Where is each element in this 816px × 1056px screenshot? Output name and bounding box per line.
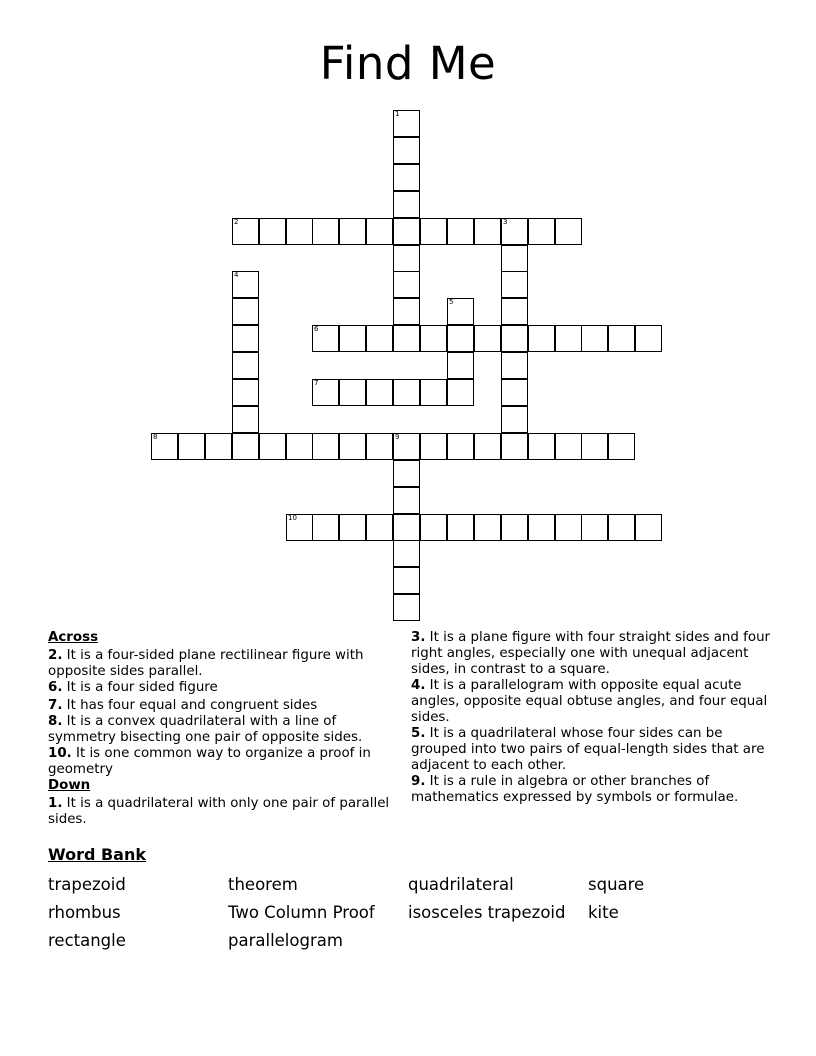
grid-cell[interactable] [339, 218, 366, 245]
grid-cell[interactable] [312, 218, 339, 245]
grid-cell[interactable] [420, 325, 447, 352]
grid-cell[interactable] [393, 298, 420, 325]
grid-cell[interactable] [608, 325, 635, 352]
grid-cell[interactable] [286, 514, 313, 541]
clue-down-9 [411, 774, 773, 806]
grid-cell[interactable] [501, 271, 528, 298]
clue-down-5 [411, 726, 773, 774]
clue-text: It is a four-sided plane rectilinear figure with opposite sides parallel. [48, 648, 364, 679]
grid-cell[interactable] [393, 540, 420, 567]
grid-cell[interactable] [393, 245, 420, 272]
grid-cell[interactable] [151, 433, 178, 460]
grid-cell[interactable] [635, 514, 662, 541]
cell-number: 1 [395, 110, 400, 118]
clue-number: 3. [411, 630, 426, 645]
grid-cell[interactable] [393, 137, 420, 164]
grid-cell[interactable] [232, 271, 259, 298]
grid-cell[interactable] [447, 325, 474, 352]
grid-cell[interactable] [555, 514, 582, 541]
grid-cell[interactable] [608, 433, 635, 460]
grid-cell[interactable] [555, 218, 582, 245]
grid-cell[interactable] [232, 298, 259, 325]
clues-right-column [411, 630, 773, 806]
grid-cell[interactable] [581, 433, 608, 460]
word-bank-item: Two Column Proof [228, 903, 375, 922]
grid-cell[interactable] [474, 218, 501, 245]
clues-left-column [48, 630, 404, 828]
word-bank-item: quadrilateral [408, 875, 514, 894]
clue-number: 4. [411, 678, 426, 693]
clue-down-3 [411, 630, 773, 678]
cell-number: 3 [503, 218, 508, 226]
grid-cell[interactable] [286, 218, 313, 245]
clue-number: 9. [411, 774, 426, 789]
clue-number: 10. [48, 746, 72, 761]
grid-cell[interactable] [447, 352, 474, 379]
clue-across-6 [48, 680, 404, 696]
word-bank-item: trapezoid [48, 875, 126, 894]
word-bank-item: theorem [228, 875, 298, 894]
grid-cell[interactable] [635, 325, 662, 352]
grid-cell[interactable] [474, 325, 501, 352]
grid-cell[interactable] [205, 433, 232, 460]
word-bank-item: rhombus [48, 903, 121, 922]
page-title: Find Me [319, 37, 497, 90]
grid-cell[interactable] [232, 352, 259, 379]
grid-cell[interactable] [339, 514, 366, 541]
grid-cell[interactable] [501, 406, 528, 433]
across-heading: Across [48, 630, 99, 645]
clue-number: 5. [411, 726, 426, 741]
grid-cell[interactable] [581, 514, 608, 541]
clue-text: It is a plane figure with four straight sides and four right angles, especially one with unequal adjacent sides, in contrast to a square. [411, 630, 771, 677]
clue-text: It is a quadrilateral with only one pair of parallel sides. [48, 796, 390, 827]
grid-cell[interactable] [232, 406, 259, 433]
grid-cell[interactable] [259, 433, 286, 460]
cell-number: 2 [234, 218, 239, 226]
grid-cell[interactable] [393, 191, 420, 218]
grid-cell[interactable] [393, 325, 420, 352]
grid-cell[interactable] [555, 325, 582, 352]
grid-cell[interactable] [447, 218, 474, 245]
word-bank-item: isosceles trapezoid [408, 903, 566, 922]
grid-cell[interactable] [286, 433, 313, 460]
clue-text: It is a convex quadrilateral with a line of symmetry bisecting one pair of opposite sides. [48, 714, 363, 745]
grid-cell[interactable] [393, 271, 420, 298]
clue-text: It is a rule in algebra or other branches of mathematics expressed by symbols or formulae. [411, 774, 739, 805]
cell-number: 4 [234, 271, 239, 279]
clue-across-2 [48, 648, 404, 680]
cell-number: 8 [153, 433, 158, 441]
down-heading: Down [48, 778, 91, 793]
grid-cell[interactable] [393, 594, 420, 621]
clue-across-10 [48, 746, 404, 778]
grid-cell[interactable] [339, 379, 366, 406]
grid-cell[interactable] [447, 514, 474, 541]
word-bank-item: parallelogram [228, 931, 343, 950]
grid-cell[interactable] [501, 352, 528, 379]
grid-cell[interactable] [232, 218, 259, 245]
grid-cell[interactable] [447, 379, 474, 406]
grid-cell[interactable] [528, 514, 555, 541]
word-bank-item: rectangle [48, 931, 126, 950]
clue-text: It is a parallelogram with opposite equal acute angles, opposite equal obtuse angles, and four equal sides. [411, 678, 768, 725]
clue-number: 6. [48, 680, 63, 695]
grid-cell[interactable] [581, 325, 608, 352]
clue-number: 7. [48, 698, 63, 713]
grid-cell[interactable] [312, 514, 339, 541]
grid-cell[interactable] [393, 379, 420, 406]
grid-cell[interactable] [232, 379, 259, 406]
clue-text: It is one common way to organize a proof in geometry [48, 746, 371, 777]
grid-cell[interactable] [339, 325, 366, 352]
grid-cell[interactable] [178, 433, 205, 460]
grid-cell[interactable] [501, 298, 528, 325]
grid-cell[interactable] [366, 218, 393, 245]
grid-cell[interactable] [393, 460, 420, 487]
grid-cell[interactable] [312, 379, 339, 406]
grid-cell[interactable] [420, 218, 447, 245]
clue-number: 2. [48, 648, 63, 663]
word-bank-title: Word Bank [48, 845, 147, 864]
clue-down-1 [48, 796, 404, 828]
grid-cell[interactable] [501, 433, 528, 460]
grid-cell[interactable] [447, 433, 474, 460]
clue-across-7 [48, 698, 404, 714]
grid-cell[interactable] [366, 514, 393, 541]
cell-number: 7 [314, 379, 319, 387]
clue-text: It is a four sided figure [66, 680, 218, 695]
clue-across-8 [48, 714, 404, 746]
grid-cell[interactable] [608, 514, 635, 541]
cell-number: 9 [395, 433, 400, 441]
grid-cell[interactable] [528, 325, 555, 352]
word-bank-item: kite [588, 903, 619, 922]
grid-cell[interactable] [393, 514, 420, 541]
grid-cell[interactable] [420, 379, 447, 406]
grid-cell[interactable] [393, 218, 420, 245]
grid-cell[interactable] [259, 218, 286, 245]
cell-number: 10 [288, 514, 297, 522]
grid-cell[interactable] [393, 433, 420, 460]
grid-cell[interactable] [501, 218, 528, 245]
grid-cell[interactable] [420, 433, 447, 460]
grid-cell[interactable] [232, 433, 259, 460]
cell-number: 6 [314, 325, 319, 333]
grid-cell[interactable] [393, 567, 420, 594]
grid-cell[interactable] [366, 325, 393, 352]
clue-down-4 [411, 678, 773, 726]
grid-cell[interactable] [501, 245, 528, 272]
grid-cell[interactable] [501, 325, 528, 352]
grid-cell[interactable] [474, 514, 501, 541]
cell-number: 5 [449, 298, 454, 306]
grid-cell[interactable] [528, 433, 555, 460]
grid-cell[interactable] [312, 325, 339, 352]
grid-cell[interactable] [366, 433, 393, 460]
grid-cell[interactable] [393, 110, 420, 137]
clue-number: 1. [48, 796, 63, 811]
grid-cell[interactable] [339, 433, 366, 460]
grid-cell[interactable] [393, 164, 420, 191]
grid-cell[interactable] [393, 487, 420, 514]
grid-cell[interactable] [528, 218, 555, 245]
grid-cell[interactable] [501, 379, 528, 406]
grid-cell[interactable] [447, 298, 474, 325]
grid-cell[interactable] [366, 379, 393, 406]
grid-cell[interactable] [312, 433, 339, 460]
grid-cell[interactable] [555, 433, 582, 460]
clue-text: It is a quadrilateral whose four sides can be grouped into two pairs of equal-length sides that are adjacent to each other. [411, 726, 765, 773]
clue-text: It has four equal and congruent sides [66, 698, 318, 713]
grid-cell[interactable] [474, 433, 501, 460]
grid-cell[interactable] [501, 514, 528, 541]
word-bank-item: square [588, 875, 645, 894]
grid-cell[interactable] [420, 514, 447, 541]
grid-cell[interactable] [232, 325, 259, 352]
clue-number: 8. [48, 714, 63, 729]
